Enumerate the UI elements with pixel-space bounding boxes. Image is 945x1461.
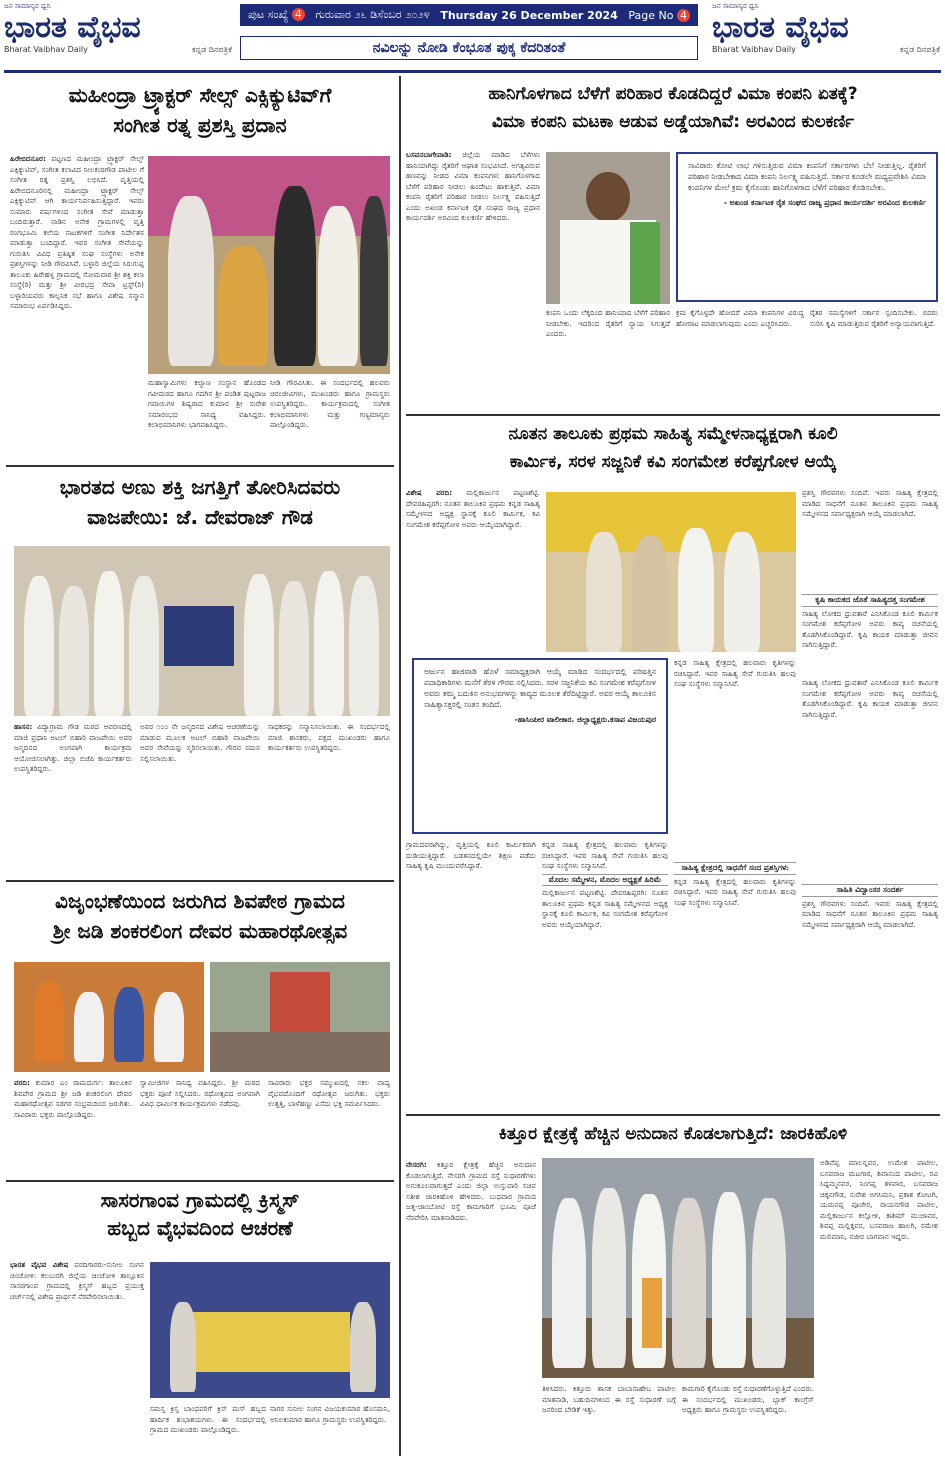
headline-line2: ಶ್ರೀ ಜಡಿ ಶಂಕರಲಿಂಗ ದೇವರ ಮಹಾರಥೋತ್ಸವ — [52, 919, 348, 943]
logo-left-tag: ಕನ್ನಡ ದಿನಪತ್ರಿಕೆ — [191, 45, 232, 54]
article-text: ಸಾಹಿತ್ಯ ಲೋಕದ ಧ್ರುವತಾರೆ ಎನಿಸಿಕೊಂಡ ಕೂಲಿ ಕಾರ್ಮಿಕ ಸಂಗಮೇಶ ಕರೆಪ್ಪಗೋಳ ಅವರು ಕಾವ್ಯ ರಚನೆಯಲ್ಲಿ ತೊಡಗಿಸಿಕೊಂಡಿದ್ದಾರೆ. ಕೃಷಿ ಕಾಯಕ ಮಾಡುತ್ತಾ ಜೀವನ ಸಾಗಿಸುತ್ತಿದ್ದಾರೆ. — [802, 608, 938, 649]
article-body-col9 — [802, 882, 938, 1108]
event-photo — [14, 546, 390, 716]
column-divider — [399, 76, 401, 1456]
christmas-photo — [150, 1262, 390, 1398]
article-body-col1 — [406, 488, 540, 652]
article-lead: ವಿಶೇಷ ವರದಿ: — [406, 488, 453, 497]
headline-line2: ವಾಜಪೇಯಿ: ಜೆ. ದೇವರಾಜ್ ಗೌಡ — [87, 505, 313, 529]
page-label: Page No — [628, 8, 674, 22]
subhead-first-meet: ಮೊದಲ ಸಮ್ಮೇಳನ, ಮೊದಲ ಅಧ್ಯಕ್ಷತೆ ಹಿರಿಮೆ — [542, 874, 668, 887]
article-lead: ಭಾರತ ವೈಭವ ವಿಶೇಷ — [10, 1260, 69, 1269]
article-body-col2: ಮಹಾಸ್ವಾಮಿಗಳು ಕಲ್ಯಾಣ ಸಂಸ್ಥಾನ ಹೊಂಡದ ಗವೀಮಠದ ಹಾಗೂ ಗದಗಿನ ಶ್ರೀ ಪಂಡಿತ ಪುಟ್ಟರಾಜ ಗವಾಯಿಗಳ ಶಿಷ್ಯರಾದ ಕುಮಾರ ಶ್ರೀ ಸುರೇಶ ಸಮಾರಂಭದ ಸಾನಿಧ್ಯ ವಹಿಸಿದ್ದರು. ಕಲಾಭಿಮಾನಿಗಳು ಭಾಗವಹಿಸಿದ್ದರು. — [148, 378, 266, 429]
article-body-col2: ಕಂಪನಿ ಒಂದು ಲೆಕ್ಕದಿಂದ ಹಾನಿಯಾದ ಬೆಳೆಗೆ ಪರಿಹಾರ ನೀಡಬೇಕು. ಇದರಿಂದ ರೈತರಿಗೆ ನ್ಯಾಯ ಸಿಗುತ್ತದೆ ಎಂದರು. — [546, 308, 670, 338]
article-text: ಕಿತ್ತೂರ ಕ್ಷೇತ್ರಕ್ಕೆ ಹೆಚ್ಚಿನ ಅನುದಾನ ಕೊಡಲಾಗುತ್ತಿದೆ. ನೇಸರಗಿ ಗ್ರಾಮದ ರಸ್ತೆ ಸುಧಾರಣೆಗಳು ಅನುಕೂಲವಾಗುತ್ತದೆ ಎಂದು ಜಿಲ್ಲಾ ಉಸ್ತುವಾರಿ ಸಚಿವ ಸತೀಶ ಜಾರಕಿಹೊಳಿ ಹೇಳಿದರು. ಬುಧವಾರ ಗ್ರಾಮದ ಜತ್ತ-ಜಾಂಬೋಟಿ ರಸ್ತೆ ಕಾಮಗಾರಿಗೆ ಭೂಮಿ ಪೂಜೆ ನೆರವೇರಿಸಿ ಮಾತನಾಡಿದರು. — [406, 1160, 536, 1222]
article-body-col3: ಸಾವಿರಾರು ಭಕ್ತರ ಸಮ್ಮುಖದಲ್ಲಿ ಸಕಲ ವಾದ್ಯ ವೈಭವದೊಂದಿಗೆ ರಥೋತ್ಸವ ಜರುಗಿತು. ಭಕ್ತರು ಉತ್ತತ್ತಿ, ಬಾಳೆಹಣ್ಣು ಎಸೆದು ಭಕ್ತಿ ಸಮರ್ಪಿಸಿದರು. — [268, 1078, 390, 1108]
article-body-col4: ರೈತರ ಸಮಸ್ಯೆಗಳಿಗೆ ಸರ್ಕಾರ ಸ್ಪಂದಿಸಬೇಕು. ಬಿದರು ಸುರಿಸಿ ಕೃಷಿ ಮಾಡುತ್ತಿರುವ ರೈತರಿಗೆ ಅನ್ಯಾಯವಾಗುತ್ತಿದೆ. — [810, 308, 938, 328]
article-body-col1 — [10, 1260, 144, 1456]
subhead-krushi: ಕೃಷಿ ಕಾಯಕದ ಜೊತೆ ಸಾಹಿತ್ಯದತ್ತ ಸಂಗಮೇಶ — [802, 594, 938, 607]
masthead-right-logo — [712, 2, 940, 64]
logo-left-top: ಜನ ಸಾಮಾನ್ಯರ ಧ್ವನಿ — [4, 2, 51, 10]
article-body-col1 — [406, 150, 540, 408]
article-body-col3: ಸಾಧಕರನ್ನು ಸನ್ಮಾನಿಸಲಾಯಿತು. ಈ ಸಂದರ್ಭದಲ್ಲಿ ಮಾಜಿ ಶಾಸಕರು, ಪಕ್ಷದ ಮುಖಂಡರು ಹಾಗೂ ಕಾರ್ಯಕರ್ತರು ಉಪಸ್ಥಿತರಿದ್ದರು. — [268, 722, 390, 752]
headline-line1: ಸಾಸರಗಾಂವ ಗ್ರಾಮದಲ್ಲಿ ಕ್ರಿಸ್ಮಸ್ — [100, 1188, 300, 1212]
article-body-col1 — [406, 1160, 536, 1456]
article-text: ಪಟ್ಟಣದ ಮಹೀಂದ್ರಾ ಟ್ರ್ಯಾಕ್ಟರ್ ಸೇಲ್ಸ್ ಎಕ್ಸಿಕ್ಯುಟಿವ್, ಸಂಗೀತ ಕಲಾವಿದ ನೀಲಕಂಠಗೌಡ ಪಾಟೀಲ ಗೆ ಸಂಗೀತ ರತ್ನ ಪ್ರಶಸ್ತಿ ಲಭಿಸಿದೆ. ವೃತ್ತಿಯಲ್ಲಿ ಹಿರೇಬಿದನೂರಿನಲ್ಲಿ ಮಹೀಂದ್ರಾ ಟ್ರ್ಯಾಕ್ಟರ್ ಸೇಲ್ಸ್ ಎಕ್ಸಿಕ್ಯುಟಿವ್ ಆಗಿ ಕಾರ್ಯನಿರ್ವಹಿಸುತ್ತಿದ್ದಾರೆ. ಇವರು ಸುಮಾರು ವರ್ಷಗಳಿಂದ ಸಂಗೀತ ಸೇವೆ ಮಾಡುತ್ತಾ ಬಂದಿರುತ್ತಾರೆ. ನಾಡಿನ ಅನೇಕ ಗ್ರಾಮಗಳಲ್ಲಿ ವೃತ್ತಿ ರಂಗಭೂಮಿ ಕಲೆಯ ನಾಟಕಗಳಿಗೆ ಸಂಗೀತ ನಿರ್ದೇಶನ ಮಾಡುತ್ತಾ ಬಂದಿದ್ದಾರೆ. ಇವರ ಸಂಗೀತ ಸೇವೆಯನ್ನು ಗುರುತಿಸಿ ವಿವಿಧ ಪ್ರತಿಷ್ಠಿತ ಸಂಘ ಸಂಸ್ಥೆಗಳು ಅನೇಕ ಪ್ರಶಸ್ತಿಗಳನ್ನು ನೀಡಿ ಗೌರವಿಸಿವೆ. ಬಳ್ಳಾರಿ ಜಿಲ್ಲೆಯ ಸಿರುಗುಪ್ಪ ತಾಲೂಕು ಹಿರೇಹಳ್ಳ ಗ್ರಾಮದಲ್ಲಿ ಸೋಮವಾರ ಶ್ರೀ ಶಕ್ತಿ ಕಲಾ ಸಂಸ್ಥೆ(ರಿ) ಮತ್ತು ಶ್ರೀ ವೀರಭದ್ರ ಸೇವಾ ಟ್ರಸ್ಟ್(ರಿ) ಬಳ್ಳಾರಿಯವರು ಕಾಲ್ಪನಿಕ ಸಭೆ ಹಾಗೂ ವಿಶೇಷ ಸನ್ಮಾನ ಸಮಾರಂಭ ಏರ್ಪಡಿಸಿದ್ದರು. — [10, 154, 144, 310]
article-body-col2: ಸ್ವಾಮೀಜಿಗಳ ಸಾನಿಧ್ಯ ವಹಿಸಿದ್ದರು. ಶ್ರೀ ಮಠದ ಭಕ್ತರು ಪೂಜೆ ಸಲ್ಲಿಸಿದರು. ರಥೋತ್ಸವದ ಅಂಗವಾಗಿ ವಿವಿಧ ಧಾರ್ಮಿಕ ಕಾರ್ಯಕ್ರಮಗಳು ನಡೆದವು. — [140, 1078, 260, 1108]
article-sangeetha-ratna — [6, 80, 394, 460]
kasapa-quote-box — [412, 658, 668, 834]
ground-breaking-photo — [542, 1158, 814, 1378]
article-text: ವಿದ್ಯಾಗ್ರಾಮ ಗೌಡ ಮಠದ ಆವರಣದಲ್ಲಿ ಮಾಜಿ ಪ್ರಧಾನಿ ಅಟಲ್ ಬಿಹಾರಿ ವಾಜಪೇಯಿ ಅವರ ಜನ್ಮದಿನದ ಅಂಗವಾಗಿ ಕಾರ್ಯಕ್ರಮ ಆಯೋಜಿಸಲಾಗಿತ್ತು. ಜಿಲ್ಲಾ ಬಿಜೆಪಿ ಕಾರ್ಯಕರ್ತರು ಉಪಸ್ಥಿತರಿದ್ದರು. — [14, 722, 132, 773]
logo-right-title: ಭಾರತ ವೈಭವ — [712, 10, 849, 45]
article-text: ಜಿಲ್ಲೆಯ ಮಾಡಿದ ಬೆಳೆಗಳು ಹಾನಿಯಾಗಿದ್ದು ರೈತರಿಗೆ ಆಘಾತ ಸಂಭವಿಸಿದೆ. ಅಗತ್ಯವಿರುವ ಹಣವನ್ನು ನೀಡದ ವಿಮಾ ಕಂಪನಿಗಳು ಹಾನಿಗೊಳಗಾದ ಬೆಳೆಗೆ ಪರಿಹಾರ ನೀಡಲು ಹಿಂದೇಟು ಹಾಕುತ್ತಿವೆ. ವಿಮಾ ಕಂಪನಿ ರೈತರಿಗೆ ಪರಿಹಾರ ನೀಡಲು ನಿರ್ಲಕ್ಷ್ಯ ವಹಿಸುತ್ತಿದೆ ಎಂದು ಅಖಂಡ ಕರ್ನಾಟಕ ರೈತ ಸಂಘದ ರಾಜ್ಯ ಪ್ರಧಾನ ಕಾರ್ಯದರ್ಶಿ ಅರವಿಂದ ಕುಲಕರ್ಣಿ ಹೇಳಿದರು. — [406, 150, 540, 222]
article-text: ಕನ್ನಡ ಸಾಹಿತ್ಯ ಕ್ಷೇತ್ರದಲ್ಲಿ ಹಲವಾರು ಕೃತಿಗಳನ್ನು ರಚಿಸಿದ್ದಾರೆ. ಇವರ ಸಾಹಿತ್ಯ ಸೇವೆ ಗುರುತಿಸಿ ಹಲವು ಸಂಘ ಸಂಸ್ಥೆಗಳು ಸನ್ಮಾನಿಸಿವೆ. — [674, 876, 796, 907]
article-text: ಪ್ರಶಸ್ತಿ ಗೌರವಗಳು ಸಂದಿವೆ. ಇವರು ಸಾಹಿತ್ಯ ಕ್ಷೇತ್ರದಲ್ಲಿ ಮಾಡಿದ ಸಾಧನೆಗೆ ನೂತನ ತಾಲೂಕಿನ ಪ್ರಥಮ ಸಾಹಿತ್ಯ ಸಮ್ಮೇಳನದ ಸರ್ವಾಧ್ಯಕ್ಷರಾಗಿ ಆಯ್ಕೆ ಮಾಡಲಾಗಿದೆ. — [802, 898, 938, 929]
article-body-col2: ಕನ್ನಡ ಸಾಹಿತ್ಯ ಕ್ಷೇತ್ರದಲ್ಲಿ ಹಲವಾರು ಕೃತಿಗಳನ್ನು ರಚಿಸಿದ್ದಾರೆ. ಇವರ ಸಾಹಿತ್ಯ ಸೇವೆ ಗುರುತಿಸಿ ಹಲವು ಸಂಘ ಸಂಸ್ಥೆಗಳು ಸನ್ಮಾನಿಸಿವೆ. — [674, 658, 796, 688]
article-lead: ವರದಿ: — [14, 1078, 30, 1087]
english-date: Thursday 26 December 2024 — [440, 8, 618, 22]
headline-line2: ಹಬ್ಬದ ವೈಭವದಿಂದ ಆಚರಣೆ — [107, 1216, 293, 1240]
article-kittur-grant — [406, 1120, 940, 1458]
headline-line1: ಕಿತ್ತೂರ ಕ್ಷೇತ್ರಕ್ಕೆ ಹೆಚ್ಚಿನ ಅನುದಾನ ಕೊಡಲಾಗುತ್ತಿದೆ: ಜಾರಕಿಹೊಳಿ — [498, 1124, 848, 1144]
article-text: ಮಲ್ಲಿಕಾರ್ಜುನ ಪಟ್ಟಣಶೆಟ್ಟಿ. ದೇವರಹಿಪ್ಪರಗಿ: ನೂತನ ತಾಲೂಕಿನ ಪ್ರಥಮ ಕನ್ನಡ ಸಾಹಿತ್ಯ ಸಮ್ಮೇಳನದ ಅಧ್ಯಕ್ಷ ಸ್ಥಾನಕ್ಕೆ ಕೂಲಿ ಕಾರ್ಮಿಕ, ಕವಿ ಸಂಗಮೇಶ ಕರೆಪ್ಪಗೋಳ ಅವರು ಆಯ್ಕೆಯಾಗಿದ್ದಾರೆ. — [542, 888, 668, 929]
subhead-scholars: ಸಾಹಿತಿ ವಿದ್ವಾಂಸರ ಸಂದರ್ಶ — [802, 884, 938, 897]
article-divider — [406, 414, 940, 416]
article-divider — [6, 1180, 394, 1182]
page-number: 4 — [677, 9, 690, 22]
headline-line1: ಹಾನಿಗೊಳಗಾದ ಬೆಳೆಗೆ ಪರಿಹಾರ ಕೊಡದಿದ್ದರೆ ವಿಮಾ ಕಂಪನಿ ಏತಕ್ಕೆ? — [488, 84, 858, 104]
article-text: ವರದಿಗಾರರು-ಸುನೀಲ ಸಂಗನ ಚಿಂಚೋಳಿ: ಕಲಬುರಗಿ ಜಿಲ್ಲೆಯ ಚಿಂಚೋಳಿ ತಾಲ್ಲೂಕಿನ ಸಾಸರಗಾಂವ ಗ್ರಾಮದಲ್ಲಿ ಕ್ರಿಸ್ಮಸ್ ಹಬ್ಬದ ಪ್ರಯುಕ್ತ ಚರ್ಚ್‌ನಲ್ಲಿ ವಿಶೇಷ ಪ್ರಾರ್ಥನೆ ನೆರವೇರಿಸಲಾಯಿತು. — [10, 1260, 144, 1301]
article-body-col2: ತಿಳಿಸಿದರು. ಕಿತ್ತೂರು ಶಾಸಕ ಬಾಬಾಸಾಹೇಬ ಪಾಟೀಲ ಮಾತನಾಡಿ, ಬಹುದಿನಗಳಿಂದ ಈ ರಸ್ತೆ ಸುಧಾರಣೆ ಬಗ್ಗೆ ಜನರಿಂದ ಬೇಡಿಕೆ ಇತ್ತು. — [542, 1384, 676, 1414]
issue-info-bar — [240, 4, 698, 26]
article-text: ಮಲ್ಲಿಕಾರ್ಜುನ ಪಟ್ಟಣಶೆಟ್ಟಿ. ದೇವರಹಿಪ್ಪರಗಿ: ನೂತನ ತಾಲೂಕಿನ ಪ್ರಥಮ ಕನ್ನಡ ಸಾಹಿತ್ಯ ಸಮ್ಮೇಳನದ ಅಧ್ಯಕ್ಷ ಸ್ಥಾನಕ್ಕೆ ಕೂಲಿ ಕಾರ್ಮಿಕ, ಕವಿ ಸಂಗಮೇಶ ಕರೆಪ್ಪಗೋಳ ಅವರು ಆಯ್ಕೆಯಾಗಿದ್ದಾರೆ. — [406, 488, 540, 529]
article-body-col2: ಸಮಸ್ತ ಕ್ರಿಸ್ತ ಬಾಂಧವರಿಗೆ ಕ್ರಿಸ್ ಮಸ್ ಹಬ್ಬದ ಹಾರ್ದಿಕ ಶುಭಾಶಯಗಳು. ಈ ಸಂದರ್ಭದಲ್ಲಿ ಗ್ರಾಮದ ಮುಖಂಡರು ಪಾಲ್ಗೊಂಡಿದ್ದರು. — [150, 1404, 266, 1434]
article-body-col3: ಕಾಮಗಾರಿ ಕೈಗೊಂಡು ರಸ್ತೆ ಸುಧಾರಣೆಗೊಳ್ಳುತ್ತಿದೆ ಎಂದರು. ಈ ಸಂದರ್ಭದಲ್ಲಿ ಮುಖಂಡರು, ಬ್ಲಾಕ್ ಕಾಂಗ್ರೆಸ್ ಅಧ್ಯಕ್ಷರು ಹಾಗೂ ಗ್ರಾಮಸ್ಥರು ಉಪಸ್ಥಿತರಿದ್ದರು. — [682, 1384, 814, 1414]
headline-line1: ಮಹೀಂದ್ರಾ ಟ್ರ್ಯಾಕ್ಟರ್ ಸೇಲ್ಸ್ ಎಕ್ಸಿಕ್ಯುಟಿವ್‌ಗೆ — [68, 83, 332, 107]
tagline: ನವಿಲನ್ನು ನೋಡಿ ಕೆಂಭೂತ ಪುಕ್ಕ ಕೆದರಿತಂತೆ — [240, 36, 698, 60]
article-body-col4: ಅಡಿವೆಪ್ಪ ಮಾಲನ್ನವರ, ಉಮೇಶ ಪಾಟೀಲ, ಬಸವರಾಜ ಮಟಗಾರ, ಶಿವಾನಂದ ಪಾಟೀಲ, ರವಿ ಸಿದ್ದಮ್ಮನವರ, ನಿಂಗಪ್ಪ ತಳವಾರ, ಬಸವರಾಜ ಚಿಕ್ಕನಗೌಡ, ಸುರೇಶ ಅಗಸಿಮನಿ, ಪ್ರಕಾಶ ಕೋಟಗಿ, ಯಮನಪ್ಪ ಪೂಜೇರ, ರಾಯನಗೌಡ ಪಾಟೀಲ, ಮಲ್ಲಿಕಾರ್ಜುನ ಕಲ್ಲೋಳಿ, ಕಾಶಿಮ್ ಮುಜಾವರ, ಶಿವಪ್ಪ ಮಲ್ಲಿಕ್ಕವರ, ಬಸವರಾಜ ಹಾಲಗಿ, ರಮೇಶ ಮಲಿಮಾನಿ, ನಜೀರ ಬಾಗವಾನ ಇದ್ದರು. — [820, 1158, 938, 1241]
logo-right-top: ಜನ ಸಾಮಾನ್ಯರ ಧ್ವನಿ — [712, 2, 759, 10]
article-body-col7 — [542, 840, 668, 1108]
headline-line2: ವಿಮಾ ಕಂಪನಿ ಮಟಕಾ ಆಡುವ ಅಡ್ಡೆಯಾಗಿವೆ: ಅರವಿಂದ ಕುಲಕರ್ಣಿ — [491, 112, 855, 132]
article-divider — [6, 465, 394, 467]
article-lead: ಬಸವನಬಾಗೇವಾಡಿ: — [406, 150, 452, 159]
article-christmas — [6, 1186, 394, 1458]
headline-line1: ನೂತನ ತಾಲೂಕು ಪ್ರಥಮ ಸಾಹಿತ್ಯ ಸಮ್ಮೇಳನಾಧ್ಯಕ್ಷರಾಗಿ ಕೂಲಿ — [508, 424, 838, 444]
logo-right-sub: Bharat Vaibhav Daily — [712, 45, 796, 54]
box-signature: -ಹಾಸಿಂಪೀರ ವಾಲೀಕಾರ. ಜಿಲ್ಲಾಧ್ಯಕ್ಷರು.ಕಸಾಪ ವಿಜಯಪುರ — [514, 715, 656, 724]
headline-line1: ವಿಜೃಂಭಣೆಯಿಂದ ಜರುಗಿದ ಶಿವಪೇಠ ಗ್ರಾಮದ — [55, 889, 345, 913]
article-body-col1 — [14, 722, 132, 872]
logo-left-title: ಭಾರತ ವೈಭವ — [4, 10, 141, 45]
article-body-col4: ಪ್ರಶಸ್ತಿ ಗೌರವಗಳು ಸಂದಿವೆ. ಇವರು ಸಾಹಿತ್ಯ ಕ್ಷೇತ್ರದಲ್ಲಿ ಮಾಡಿದ ಸಾಧನೆಗೆ ನೂತನ ತಾಲೂಕಿನ ಪ್ರಥಮ ಸಾಹಿತ್ಯ ಸಮ್ಮೇಳನದ ಸರ್ವಾಧ್ಯಕ್ಷರಾಗಿ ಆಯ್ಕೆ ಮಾಡಲಾಗಿದೆ. — [802, 488, 938, 518]
article-crop-insurance — [406, 80, 940, 410]
article-vajpayee — [6, 472, 394, 872]
box-text: ಅರ್ಜುನ ಹಾಜಿವಾಡಿ ಹೊಳೆ ಸಮಾಧ್ಯಕ್ಷರಾಗಿ ಆಯ್ಕೆ ಮಾಡಿದ ಸಂದರ್ಭದಲ್ಲಿ ಪರಿಷತ್ತಿನ ಪದಾಧಿಕಾರಿಗಳು ಮನೆಗೆ ತೆರಳಿ ಗೌರವ ಸಲ್ಲಿಸಿದರು. ಸರಳ ಸಜ್ಜನಿಕೆಯ ಕವಿ ಸಂಗಮೇಶ ಕರೆಪ್ಪಗೋಳ ಅವರು ತಮ್ಮ ಬದುಕಿನ ಅನುಭವಗಳನ್ನು ಕಾವ್ಯದ ಮೂಲಕ ತೆರೆದಿಟ್ಟಿದ್ದಾರೆ. ಅವರ ಆಯ್ಕೆ ತಾಲೂಕಿನ ಸಾಹಿತ್ಯಾಸಕ್ತರಲ್ಲಿ ಸಂತಸ ತಂದಿದೆ. — [424, 667, 656, 709]
article-body-col6: ಗ್ರಾಮದವರಾಗಿದ್ದು, ವೃತ್ತಿಯಲ್ಲಿ ಕೂಲಿ ಕಾರ್ಮಿಕರಾಗಿ ದುಡಿಯುತ್ತಿದ್ದಾರೆ. ಬಡತನದಲ್ಲಿಯೇ ಶಿಕ್ಷಣ ಪಡೆದು ಸಾಹಿತ್ಯ ಕೃಷಿ ಮುಂದುವರೆಸಿದ್ದಾರೆ. — [406, 840, 536, 870]
headline-line2: ಕಾರ್ಮಿಕ, ಸರಳ ಸಜ್ಜನಿಕೆ ಕವಿ ಸಂಗಮೇಶ ಕರೆಪ್ಪಗೋಳ ಆಯ್ಕೆ — [509, 452, 837, 472]
article-divider — [406, 1114, 940, 1116]
subhead-awards: ಸಾಹಿತ್ಯ ಕ್ಷೇತ್ರದಲ್ಲಿ ಸಾಧನೆಗೆ ಸಂದ ಪ್ರಶಸ್ತಿಗಳು — [674, 862, 796, 875]
quote-text: ಸಾವಿರಾರು ಕೋಟಿ ಲಾಭ ಗಳಿಸುತ್ತಿರುವ ವಿಮಾ ಕಂಪನಿಗೆ ಸರ್ಕಾರಗಳು ಬೆಲೆ ನೀಡುತ್ತಿಲ್ಲ. ರೈತರಿಗೆ ಪರಿಹಾರ ನೀಡಬೇಕಾದ ವಿಮಾ ಕಂಪನಿ ನಿರ್ಲಕ್ಷ್ಯ ವಹಿಸುತ್ತಿದೆ. ಸರ್ಕಾರ ಕೂಡಲೇ ಮಧ್ಯಪ್ರವೇಶಿಸಿ ವಿಮಾ ಕಂಪನಿಗಳ ಮೇಲೆ ಕ್ರಮ ಕೈಗೊಂಡು ಹಾನಿಗೊಳಗಾದ ಬೆಳೆಗೆ ಪರಿಹಾರ ಕೊಡಿಸಬೇಕು. — [688, 161, 926, 192]
article-body-col3: ನಾಗರ ಸುನೀಲ ಸಂಗನ ವಿಜಯಕುಮಾರ ಹೊಸಮನಿ, ಅನಿಲಕುಮಾರ ಹಾಗೂ ಗ್ರಾಮಸ್ಥರು ಉಪಸ್ಥಿತರಿದ್ದರು. — [270, 1404, 390, 1424]
swamiji-photo — [14, 962, 204, 1072]
chariot-photo — [210, 962, 390, 1072]
article-body-col1 — [14, 1078, 132, 1174]
article-text: ಕನ್ನಡ ಸಾಹಿತ್ಯ ಕ್ಷೇತ್ರದಲ್ಲಿ ಹಲವಾರು ಕೃತಿಗಳನ್ನು ರಚಿಸಿದ್ದಾರೆ. ಇವರ ಸಾಹಿತ್ಯ ಸೇವೆ ಗುರುತಿಸಿ ಹಲವು ಸಂಘ ಸಂಸ್ಥೆಗಳು ಸನ್ಮಾನಿಸಿವೆ. — [542, 840, 668, 870]
article-shivapeeth — [6, 886, 394, 1176]
farmer-leader-photo — [546, 152, 670, 304]
article-body-col3: ಕ್ರಮ ಕೈಗೊಳ್ಳದೇ ಹೋದರೆ ವಿಮಾ ಕಂಪನಿಗಳ ವಿರುದ್ಧ ಹೋರಾಟ ಮಾಡಲಾಗುವುದು ಎಂದು ಎಚ್ಚರಿಸಿದರು. — [676, 308, 804, 328]
issue-label: ಪುಟ ಸಂಖ್ಯೆ — [248, 8, 289, 21]
headline-line2: ಸಂಗೀತ ರತ್ನ ಪ್ರಶಸ್ತಿ ಪ್ರದಾನ — [113, 113, 287, 137]
article-body-col2: ಅವರ ೧೦೦ ನೇ ಜನ್ಮದಿನದ ವಿಶೇಷ ಆಚರಣೆಯನ್ನು ಮಾಡುವ ಮೂಲಕ ಅಟಲ್ ಬಿಹಾರಿ ವಾಜಪೇಯಿ ಅವರ ಸೇವೆಯನ್ನು ಸ್ಮರಿಸಲಾಯಿತು. ಗೌರವ ನಮನ ಸಲ್ಲಿಸಲಾಯಿತು. — [140, 722, 260, 763]
article-literary-meet — [406, 420, 940, 1110]
article-lead: ನೇಸರಗಿ: — [406, 1160, 427, 1169]
masthead-rule — [4, 70, 941, 73]
award-photo — [148, 156, 390, 374]
masthead-left-logo — [4, 2, 232, 64]
article-body-col8 — [674, 860, 796, 1108]
issue-number: 4 — [292, 8, 305, 21]
article-lead: ಹಾಸನ: — [14, 722, 33, 731]
article-divider — [6, 880, 394, 882]
kannada-date: ಗುರುವಾರ ೨೬ ಡಿಸೆಂಬರ ೨೦೨೪ — [315, 8, 430, 21]
article-body-col3: ನೀಡಿ ಗೌರವಿಸಿತು. ಈ ಸಂದರ್ಭದಲ್ಲಿ ಹಲವರು ಚಿರಂಜೀವಿಗಳು, ಮುಖಂಡರು ಹಾಗೂ ಗ್ರಾಮಸ್ಥರು ಉಪಸ್ಥಿತರಿದ್ದರು. ಕಾರ್ಯಕ್ರಮದಲ್ಲಿ ಸಂಗೀತ ಕಲಾಭಿಮಾನಿಗಳು ಮತ್ತು ಗಣ್ಯಮಾನ್ಯರು ಪಾಲ್ಗೊಂಡಿದ್ದರು. — [270, 378, 390, 429]
poet-photo — [546, 492, 796, 652]
article-body-col5: ಸಾಹಿತ್ಯ ಲೋಕದ ಧ್ರುವತಾರೆ ಎನಿಸಿಕೊಂಡ ಕೂಲಿ ಕಾರ್ಮಿಕ ಸಂಗಮೇಶ ಕರೆಪ್ಪಗೋಳ ಅವರು ಕಾವ್ಯ ರಚನೆಯಲ್ಲಿ ತೊಡಗಿಸಿಕೊಂಡಿದ್ದಾರೆ. ಕೃಷಿ ಕಾಯಕ ಮಾಡುತ್ತಾ ಜೀವನ ಸಾಗಿಸುತ್ತಿದ್ದಾರೆ. — [802, 678, 938, 719]
headline-line1: ಭಾರತದ ಅಣು ಶಕ್ತಿ ಜಗತ್ತಿಗೆ ತೋರಿಸಿದವರು — [59, 475, 341, 499]
article-text: ಕುಮಾರ ಎಂ ರಾಮದುರ್ಗ: ತಾಲೂಕಿನ ಶಿವಪೇಠ ಗ್ರಾಮದ ಶ್ರೀ ಜಡಿ ಶಂಕರಲಿಂಗ ದೇವರ ಮಹಾರಥೋತ್ಸವ ಸಡಗರ ಸಂಭ್ರಮದಿಂದ ಜರುಗಿತು. ಸಾವಿರಾರು ಭಕ್ತರು ಪಾಲ್ಗೊಂಡಿದ್ದರು. — [14, 1078, 132, 1119]
article-body-col4b — [802, 592, 938, 672]
quote-signature: - ಅಖಂಡ ಕರ್ನಾಟಕ ರೈತ ಸಂಘದ ರಾಜ್ಯ ಪ್ರಧಾನ ಕಾರ್ಯದರ್ಶಿ ಅರವಿಂದ ಕುಲಕರ್ಣಿ — [723, 198, 926, 207]
logo-right-tag: ಕನ್ನಡ ದಿನಪತ್ರಿಕೆ — [899, 45, 940, 54]
farmer-quote-box — [676, 152, 938, 302]
logo-left-sub: Bharat Vaibhav Daily — [4, 45, 88, 54]
article-body-col1 — [10, 154, 144, 454]
article-lead: ಹಿರೇಬಿದನೂರ: — [10, 154, 46, 163]
